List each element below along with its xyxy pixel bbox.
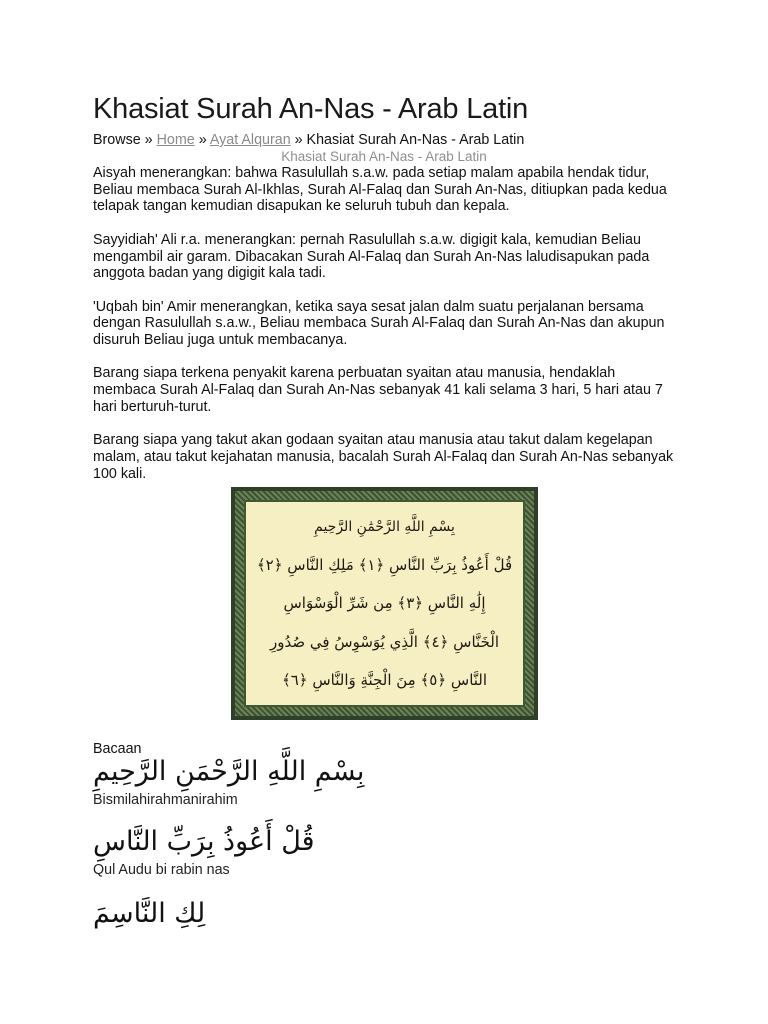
verse-line: الْخَنَّاسِ ﴿٤﴾ الَّذِي يُوَسْوِسُ فِي صُدُورِ — [270, 632, 499, 651]
arabic-text: لِكِ النَّاسِمَ — [93, 898, 206, 929]
arabic-text: بِسْمِ اللَّهِ الرَّحْمَنِ الرَّحِيمِ — [93, 756, 365, 787]
page-subtitle: Khasiat Surah An-Nas - Arab Latin — [281, 149, 487, 164]
breadcrumb — [93, 132, 675, 149]
breadcrumb-separator: » — [290, 132, 307, 148]
paragraph: Aisyah menerangkan: bahwa Rasulullah s.a.w. pada setiap malam apabila hendak tidur, Beliau membaca Surah Al-Ikhlas, Surah Al-Falaq dan Surah An-Nas, ditiupkan pada kedua telapak tangan kemudian disapukan ke seluruh tubuh dan kepala. — [93, 165, 667, 215]
article — [93, 92, 675, 482]
latin-transliteration: Qul Audu bi rabin nas — [93, 862, 230, 878]
verse-line: النَّاسِ ﴿٥﴾ مِنَ الْجِنَّةِ وَالنَّاسِ ﴿٦﴾ — [281, 670, 488, 689]
paragraph: Barang siapa yang takut akan godaan syaitan atau manusia atau takut dalam kegelapan malam, atau takut kejahatan manusia, bacalah Surah Al-Falaq dan Surah An-Nas sebanyak 100 kali. — [93, 432, 674, 482]
paragraph: Barang siapa terkena penyakit karena perbuatan syaitan atau manusia, hendaklah membaca Surah Al-Falaq dan Surah An-Nas sebanyak 41 kali selama 3 hari, 5 hari atau 7 hari berturuh-turut. — [93, 365, 663, 415]
breadcrumb-ayat-link[interactable]: Ayat Alquran — [209, 132, 291, 148]
verse-line: إِلَٰهِ النَّاسِ ﴿٣﴾ مِن شَرِّ الْوَسْوَاسِ — [283, 594, 486, 613]
paragraph: 'Uqbah bin' Amir menerangkan, ketika saya sesat jalan dalm suatu perjalanan bersama dengan Rasulullah s.a.w., Beliau membaca Surah Al-Falaq dan Surah An-Nas dan akupun disuruh Beliau juga untuk membacanya. — [93, 298, 665, 348]
breadcrumb-separator: » — [194, 132, 210, 148]
page-title: Khasiat Surah An-Nas - Arab Latin — [93, 93, 529, 125]
breadcrumb-home-link[interactable]: Home — [156, 132, 195, 148]
verse-line: قُلْ أَعُوذُ بِرَبِّ النَّاسِ ﴿١﴾ مَلِكِ النَّاسِ ﴿٢﴾ — [256, 556, 513, 575]
bacaan-heading: Bacaan — [93, 741, 142, 757]
surah-text-panel — [244, 500, 525, 707]
basmala-line: بِسْمِ اللَّهِ الرَّحْمَٰنِ الرَّحِيمِ — [314, 519, 455, 536]
breadcrumb-prefix: Browse » — [93, 132, 157, 148]
paragraph: Sayyidiah' Ali r.a. menerangkan: pernah Rasulullah s.a.w. digigit kala, kemudian Beliau mengambil air garam. Dibacakan Surah Al-Falaq dan Surah An-Nas laludisapukan pada anggota badan yang digigit kala tadi. — [93, 231, 650, 282]
breadcrumb-current: Khasiat Surah An-Nas - Arab Latin — [306, 132, 525, 148]
surah-an-nas-image — [231, 487, 538, 720]
latin-transliteration: Bismilahirahmanirahim — [93, 792, 238, 808]
arabic-text: قُلْ أَعُوذُ بِرَبِّ النَّاسِ — [93, 826, 315, 857]
ornamental-border — [235, 491, 534, 716]
